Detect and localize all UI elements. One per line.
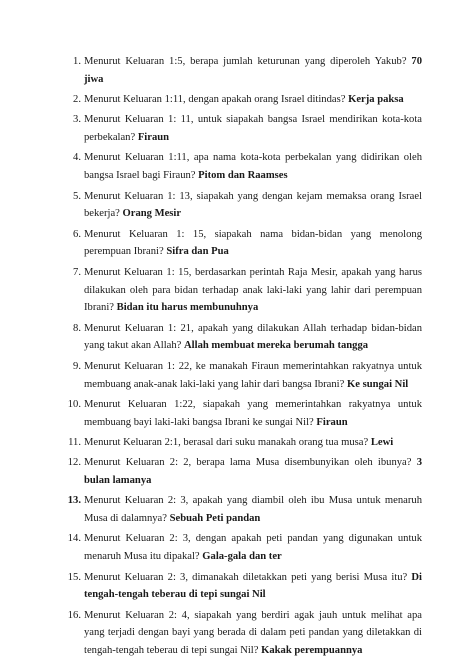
- list-item: [62, 358, 422, 394]
- list-item: [62, 188, 422, 224]
- answer-text: Sifra dan Pua: [166, 246, 229, 258]
- list-item: [62, 91, 422, 109]
- answer-text: Di tengah-tengah teberau di tepi sungai Nil: [84, 571, 422, 601]
- answer-text: Pitom dan Raamses: [198, 170, 288, 182]
- answer-text: Gala-gala dan ter: [202, 551, 282, 563]
- question-text: Menurut Keluaran 1: 15, siapakah nama bidan-bidan yang menolong perempuan Ibrani?: [84, 228, 422, 258]
- item-number: 12.: [67, 457, 81, 469]
- question-text: Menurut Keluaran 1:11, dengan apakah orang Israel ditindas?: [84, 94, 346, 106]
- item-number: 7.: [73, 266, 81, 278]
- list-item: [62, 111, 422, 147]
- item-number: 9.: [73, 360, 81, 372]
- item-number: 16.: [67, 609, 81, 621]
- list-item: [62, 607, 422, 660]
- item-number: 8.: [73, 322, 81, 334]
- list-item: [62, 149, 422, 185]
- question-text: Menurut Keluaran 1: 15, berdasarkan perintah Raja Mesir, apakah yang harus dilakukan oleh para bidan terhadap anak laki-laki yang lahir dari perempuan Ibrani?: [84, 266, 422, 314]
- item-number: 14.: [67, 533, 81, 545]
- question-text: Menurut Keluaran 2: 4, siapakah yang berdiri agak jauh untuk melihat apa yang terjadi dengan bayi yang berada di dalam peti pandan yang diletakkan di tengah-tengah teberau di tepi sungai Nil?: [84, 609, 422, 657]
- answer-text: Kakak perempuannya: [261, 645, 363, 657]
- item-number: 1.: [73, 56, 81, 67]
- question-list: [62, 53, 422, 663]
- answer-text: Kerja paksa: [348, 94, 404, 106]
- item-number: 11.: [68, 436, 81, 448]
- list-item: [62, 53, 422, 89]
- item-number: 6.: [73, 228, 81, 240]
- answer-text: Firaun: [316, 416, 348, 428]
- list-item: [62, 396, 422, 432]
- question-text: Menurut Keluaran 1: 13, siapakah yang dengan kejam memaksa orang Israel bekerja?: [84, 190, 422, 220]
- item-number: 15.: [67, 571, 81, 583]
- list-item: [62, 226, 422, 262]
- question-text: Menurut Keluaran 2: 3, dimanakah diletakkan peti yang berisi Musa itu?: [84, 571, 408, 583]
- list-item: [62, 454, 422, 490]
- answer-text: Bidan itu harus membunuhnya: [116, 302, 259, 314]
- question-text: Menurut Keluaran 2:1, berasal dari suku manakah orang tua musa?: [84, 436, 369, 448]
- question-text: Menurut Keluaran 1:11, apa nama kota-kota perbekalan yang didirikan oleh bangsa Israel bagi Firaun?: [84, 152, 422, 182]
- list-item: [62, 569, 422, 605]
- list-item: [62, 492, 422, 528]
- list-item: [62, 320, 422, 356]
- question-text: Menurut Keluaran 2: 3, apakah yang diambil oleh ibu Musa untuk menaruh Musa di dalamnya?: [84, 495, 422, 525]
- answer-text: 70 jiwa: [84, 56, 422, 85]
- question-text: Menurut Keluaran 1: 22, ke manakah Firaun memerintahkan rakyatnya untuk membuang anak-anak laki-laki yang lahir dari bangsa Ibrani?: [84, 360, 422, 390]
- item-number: 13.: [67, 495, 81, 507]
- answer-text: Ke sungai Nil: [346, 378, 409, 390]
- answer-text: Lewi: [370, 436, 394, 448]
- answer-text: Firaun: [137, 132, 170, 144]
- question-text: Menurut Keluaran 1: 21, apakah yang dilakukan Allah terhadap bidan-bidan yang takut akan Allah?: [84, 322, 422, 352]
- list-item: [62, 264, 422, 317]
- item-number: 5.: [73, 190, 81, 202]
- answer-text: 3 bulan lamanya: [84, 457, 422, 487]
- question-text: Menurut Keluaran 1:22, siapakah yang memerintahkan rakyatnya untuk membuang bayi laki-laki bangsa Ibrani ke sungai Nil?: [84, 398, 422, 428]
- item-number: 3.: [73, 114, 81, 126]
- question-text: Menurut Keluaran 2: 2, berapa lama Musa disembunyikan oleh ibunya?: [84, 457, 412, 469]
- item-number: 4.: [73, 152, 81, 164]
- list-item: [62, 530, 422, 566]
- answer-text: Sebuah Peti pandan: [169, 513, 261, 525]
- item-number: 10.: [67, 398, 81, 410]
- answer-text: Orang Mesir: [122, 208, 182, 220]
- item-number: 2.: [73, 94, 81, 106]
- question-text: Menurut Keluaran 2: 3, dengan apakah peti pandan yang digunakan untuk menaruh Musa itu dipakal?: [84, 533, 422, 563]
- list-item: [62, 434, 422, 452]
- answer-text: Allah membuat mereka berumah tangga: [184, 340, 369, 352]
- question-text: Menurut Keluaran 1: 11, untuk siapakah bangsa Israel mendirikan kota-kota perbekalan?: [84, 114, 422, 144]
- question-text: Menurut Keluaran 1:5, berapa jumlah keturunan yang diperoleh Yakub?: [84, 56, 407, 67]
